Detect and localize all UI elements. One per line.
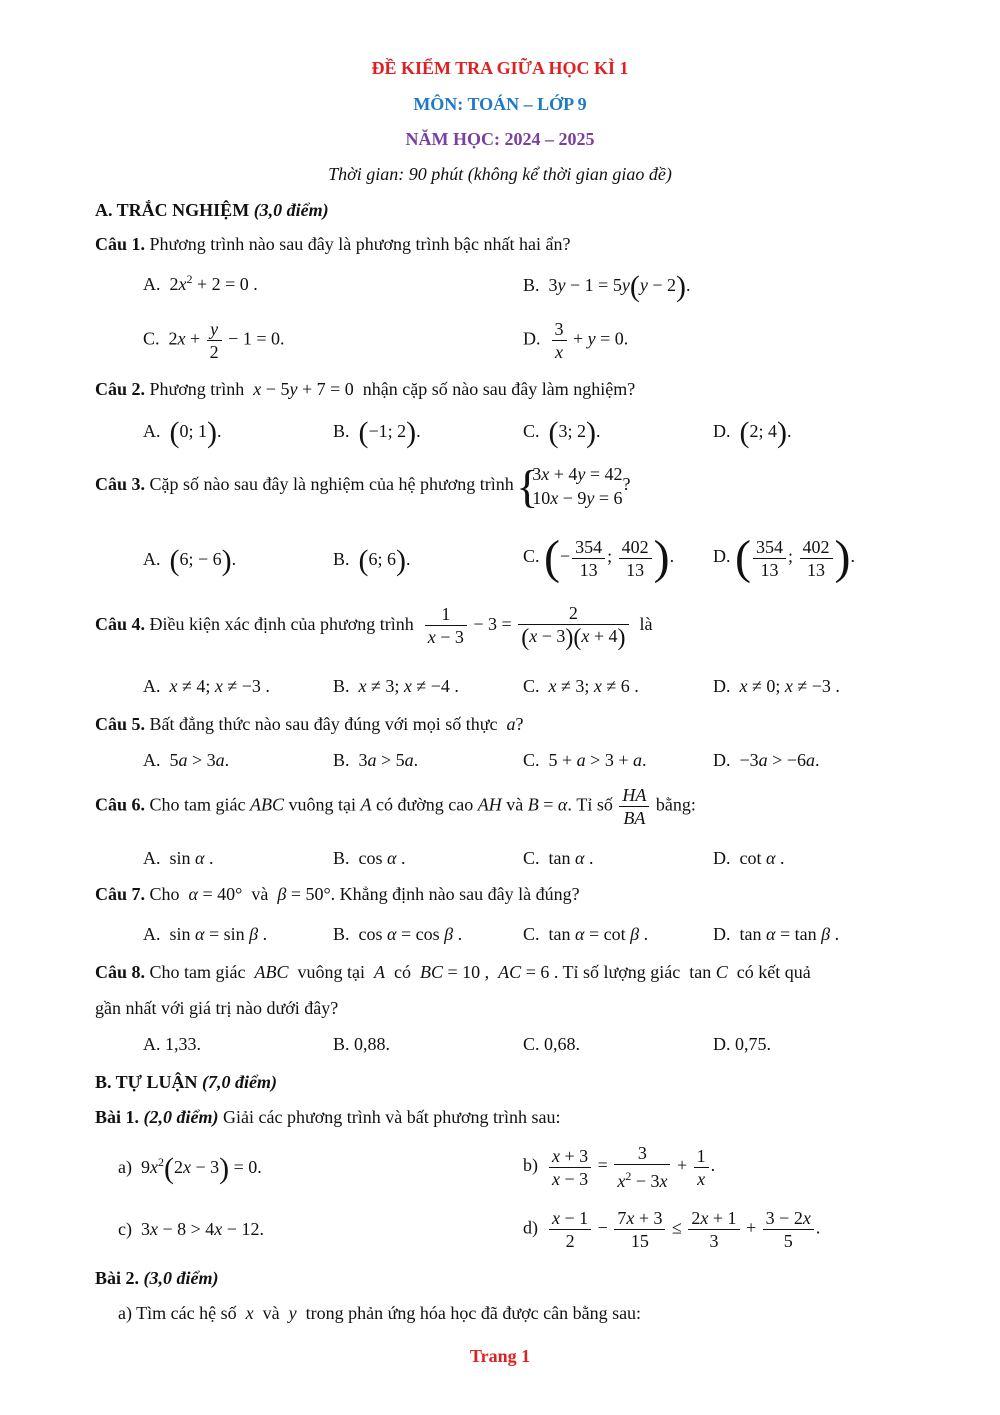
question-6: Câu 6. Cho tam giác ABC vuông tại A có đường cao AH và B = α. Tỉ số $\frac{HA}{BA}$ bằng: [95, 785, 696, 828]
q3-option-c: C. (− $\frac{354}{13}$ ; $\frac{402}{13}$ ). [523, 531, 675, 584]
q4-option-a: A. x ≠ 4; x ≠ −3 . [143, 676, 270, 696]
q6-option-a: A. sin α . [143, 848, 214, 868]
problem-2: Bài 2. (3,0 điểm) [95, 1268, 219, 1288]
question-8: Câu 8. Cho tam giác ABC vuông tại A có BC = 10 , AC = 6 . Tỉ số lượng giác tan C có kết quả [95, 962, 811, 982]
q1-option-d: D. $\frac{3}{x}$ + y = 0. [523, 319, 629, 362]
problem-1a: a) $9x^2(2x - 3) = 0$. [118, 1152, 262, 1185]
section-a-heading: A. TRẮC NGHIỆM (3,0 điểm) [95, 200, 329, 220]
problem-1b: b) $\frac{x + 3}{x - 3}$ = $\frac{3}{x^2 - 3x}$ + $\frac{1}{x}$ . [523, 1143, 716, 1191]
problem-1d: d) $\frac{x - 1}{2}$ − $\frac{7x + 3}{15}$ ≤ $\frac{2x + 1}{3}$ + $\frac{3 - 2x}{5}$ . [523, 1208, 821, 1251]
exam-title: ĐỀ KIỂM TRA GIỮA HỌC KÌ 1 [371, 58, 629, 78]
q5-option-a: A. 5a > 3a. [143, 750, 230, 770]
q3-option-b: B. (6; 6). [333, 544, 411, 577]
page-number: Trang 1 [469, 1346, 531, 1366]
problem-2a: a) Tìm các hệ số x và y trong phản ứng hóa học đã được cân bằng sau: [118, 1303, 642, 1323]
q3-option-d: D. ( $\frac{354}{13}$ ; $\frac{402}{13}$ ). [713, 531, 855, 584]
q3-option-a: A. (6; − 6). [143, 544, 237, 577]
section-b-heading: B. TỰ LUẬN (7,0 điểm) [95, 1072, 277, 1092]
q5-option-c: C. 5 + a > 3 + a. [523, 750, 647, 770]
q6-option-b: B. cos α . [333, 848, 406, 868]
q2-option-c: C. (3; 2). [523, 416, 601, 449]
question-5: Câu 5. Bất đẳng thức nào sau đây đúng với mọi số thực a? [95, 714, 524, 734]
problem-1: Bài 1. (2,0 điểm) Giải các phương trình và bất phương trình sau: [95, 1107, 561, 1127]
q2-option-d: D. (2; 4). [713, 416, 792, 449]
problem-1c: c) 3x − 8 > 4x − 12. [118, 1219, 264, 1239]
question-7: Câu 7. Cho α = 40° và β = 50°. Khẳng định nào sau đây là đúng? [95, 884, 580, 904]
exam-year: NĂM HỌC: 2024 – 2025 [405, 129, 595, 149]
q8-option-d: D. 0,75. [713, 1034, 771, 1054]
q6-option-c: C. tan α . [523, 848, 594, 868]
q5-option-b: B. 3a > 5a. [333, 750, 419, 770]
question-1: Câu 1. Phương trình nào sau đây là phương trình bậc nhất hai ẩn? [95, 234, 571, 254]
q4-option-d: D. x ≠ 0; x ≠ −3 . [713, 676, 840, 696]
exam-subject: MÔN: TOÁN – LỚP 9 [413, 94, 587, 114]
q7-option-c: C. tan α = cot β . [523, 924, 649, 944]
q1-option-c: C. 2x + $\frac{y}{2}$ − 1 = 0. [143, 319, 285, 362]
q7-option-d: D. tan α = tan β . [713, 924, 840, 944]
q8-option-a: A. 1,33. [143, 1034, 201, 1054]
q2-option-a: A. (0; 1). [143, 416, 222, 449]
question-8-line-2: gần nhất với giá trị nào dưới đây? [95, 998, 339, 1018]
q6-option-d: D. cot α . [713, 848, 785, 868]
q7-option-b: B. cos α = cos β . [333, 924, 463, 944]
q4-option-c: C. x ≠ 3; x ≠ 6 . [523, 676, 639, 696]
q1-option-b: B. 3y − 1 = 5y(y − 2). [523, 270, 691, 303]
q4-option-b: B. x ≠ 3; x ≠ −4 . [333, 676, 459, 696]
q5-option-d: D. −3a > −6a. [713, 750, 820, 770]
question-3: Câu 3. Cặp số nào sau đây là nghiệm của hệ phương trình { 3x + 4y = 42 10x − 9y = 6 ? [95, 462, 631, 510]
exam-time: Thời gian: 90 phút (không kể thời gian giao đề) [328, 164, 672, 184]
q8-option-b: B. 0,88. [333, 1034, 391, 1054]
q1-option-a: A. $2x^2 + 2 = 0$ . [143, 272, 258, 294]
question-2: Câu 2. Phương trình x − 5y + 7 = 0 nhận cặp số nào sau đây làm nghiệm? [95, 379, 636, 399]
q7-option-a: A. sin α = sin β . [143, 924, 268, 944]
q2-option-b: B. (−1; 2). [333, 416, 421, 449]
question-4: Câu 4. Điều kiện xác định của phương trình $\frac{1}{x - 3}$ − 3 = $\frac{2}{(x - 3)(x + 4)}$ là [95, 603, 653, 651]
q8-option-c: C. 0,68. [523, 1034, 581, 1054]
